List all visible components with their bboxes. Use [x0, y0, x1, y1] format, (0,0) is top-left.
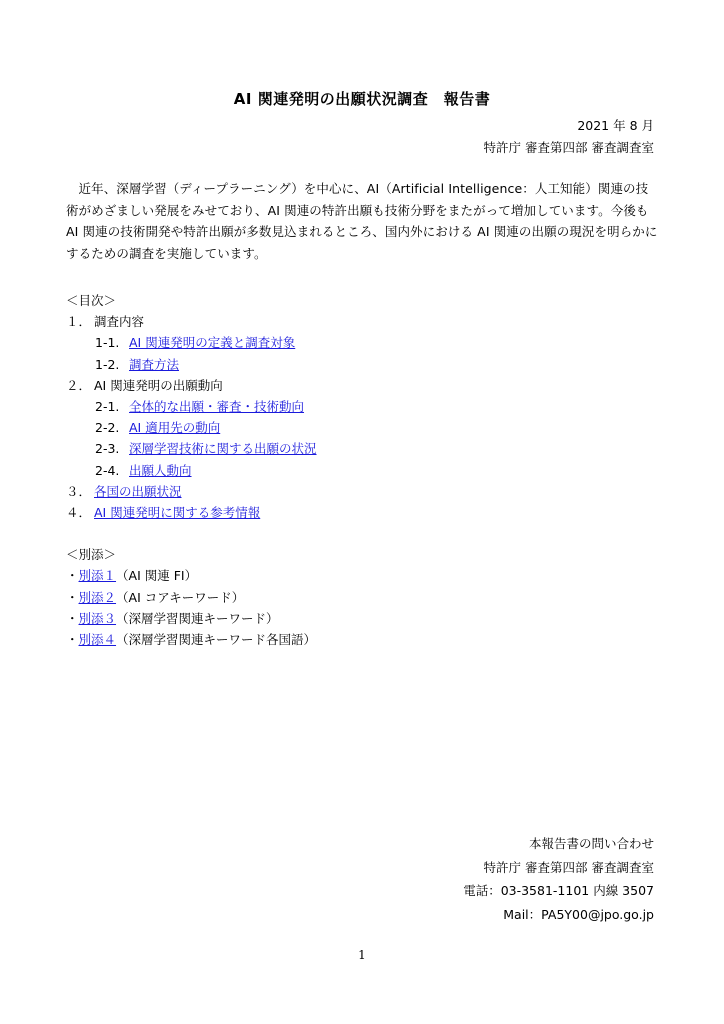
- attachment-link-2[interactable]: 別添２: [78, 589, 117, 605]
- toc-section-label: AI 関連発明の出願動向: [94, 377, 223, 393]
- toc-link-country-status[interactable]: 各国の出願状況: [94, 483, 182, 499]
- document-department: 特許庁 審査第四部 審査調査室: [483, 140, 654, 155]
- toc-subsection-1-1: [66, 332, 626, 353]
- toc-subsection-number: 2-3.: [95, 441, 120, 457]
- attachment-item-1: [66, 565, 626, 586]
- attachment-item-3: [66, 608, 626, 629]
- toc-link-applicant-trends[interactable]: 出願人動向: [129, 462, 192, 478]
- toc-subsection-2-3: [66, 438, 626, 459]
- attachment-description: （AI 関連 FI）: [116, 568, 198, 584]
- toc-section-3: [66, 481, 626, 502]
- toc-section-number: ２．: [66, 377, 92, 393]
- toc-link-ai-application-trends[interactable]: AI 適用先の動向: [129, 420, 221, 436]
- contact-mail: Mail：PA5Y00@jpo.go.jp: [503, 906, 654, 922]
- toc-subsection-1-2: [66, 354, 626, 375]
- spacer: [66, 523, 626, 544]
- bullet: ・: [66, 632, 79, 647]
- attachments-heading: ＜別添＞: [66, 547, 117, 563]
- toc-subsection-number: 1-1.: [95, 335, 120, 351]
- attachment-description: （深層学習関連キーワード）: [116, 610, 279, 626]
- toc-section-number: ４．: [66, 504, 92, 520]
- attachment-description: （深層学習関連キーワード各国語）: [116, 632, 317, 647]
- toc-subsection-number: 2-1.: [95, 398, 120, 414]
- attachment-link-1[interactable]: 別添１: [78, 568, 117, 584]
- toc-subsection-number: 2-2.: [95, 420, 120, 436]
- document-title: AI 関連発明の出願状況調査 報告書: [233, 90, 491, 108]
- contact-heading: 本報告書の問い合わせ: [528, 836, 654, 851]
- toc-subsection-number: 1-2.: [95, 356, 120, 372]
- toc-subsection-2-2: [66, 417, 626, 438]
- document-date: 2021 年 8 月: [577, 118, 654, 133]
- toc-section-1: [66, 311, 626, 332]
- toc-link-overall-trends[interactable]: 全体的な出願・審査・技術動向: [129, 398, 305, 414]
- attachment-description: （AI コアキーワード）: [116, 589, 245, 605]
- toc-section-number: ３．: [66, 483, 92, 499]
- toc-link-reference-info[interactable]: AI 関連発明に関する参考情報: [94, 504, 261, 520]
- intro-paragraph: 近年、深層学習（ディープラーニング）を中心に、AI（Artificial Intelligence：人工知能）関連の技術がめざましい発展をみせており、AI 関連の特許出願も技術分野をまたがって増加しています。今後も AI 関連の技術開発や特許出願が多数見込まれるところ、国内外における AI 関連の出願の現況を明らかにするための調査を実施しています。: [66, 181, 658, 261]
- page-number: 1: [358, 948, 366, 962]
- bullet: ・: [66, 589, 79, 605]
- toc-subsection-2-1: [66, 396, 626, 417]
- bullet: ・: [66, 568, 79, 584]
- bullet: ・: [66, 610, 79, 626]
- attachment-link-3[interactable]: 別添３: [78, 610, 117, 626]
- contact-department: 特許庁 審査第四部 審査調査室: [483, 859, 654, 875]
- toc-section-number: １．: [66, 314, 92, 330]
- toc-section-2: [66, 375, 626, 396]
- toc-heading: ＜目次＞: [66, 293, 117, 308]
- toc-subsection-2-4: [66, 460, 626, 481]
- attachment-item-2: [66, 587, 626, 608]
- toc-section-4: [66, 502, 626, 523]
- attachment-item-4: [66, 629, 626, 650]
- contact-block: [463, 832, 654, 926]
- toc-link-deep-learning-status[interactable]: 深層学習技術に関する出願の状況: [129, 441, 317, 457]
- toc-link-survey-method[interactable]: 調査方法: [129, 356, 180, 372]
- table-of-contents: [66, 290, 626, 650]
- toc-link-ai-definition[interactable]: AI 関連発明の定義と調査対象: [129, 335, 296, 351]
- contact-phone: 電話：03-3581-1101 内線 3507: [463, 883, 654, 899]
- attachment-link-4[interactable]: 別添４: [78, 632, 117, 647]
- toc-section-label: 調査内容: [94, 314, 145, 330]
- toc-subsection-number: 2-4.: [95, 462, 120, 478]
